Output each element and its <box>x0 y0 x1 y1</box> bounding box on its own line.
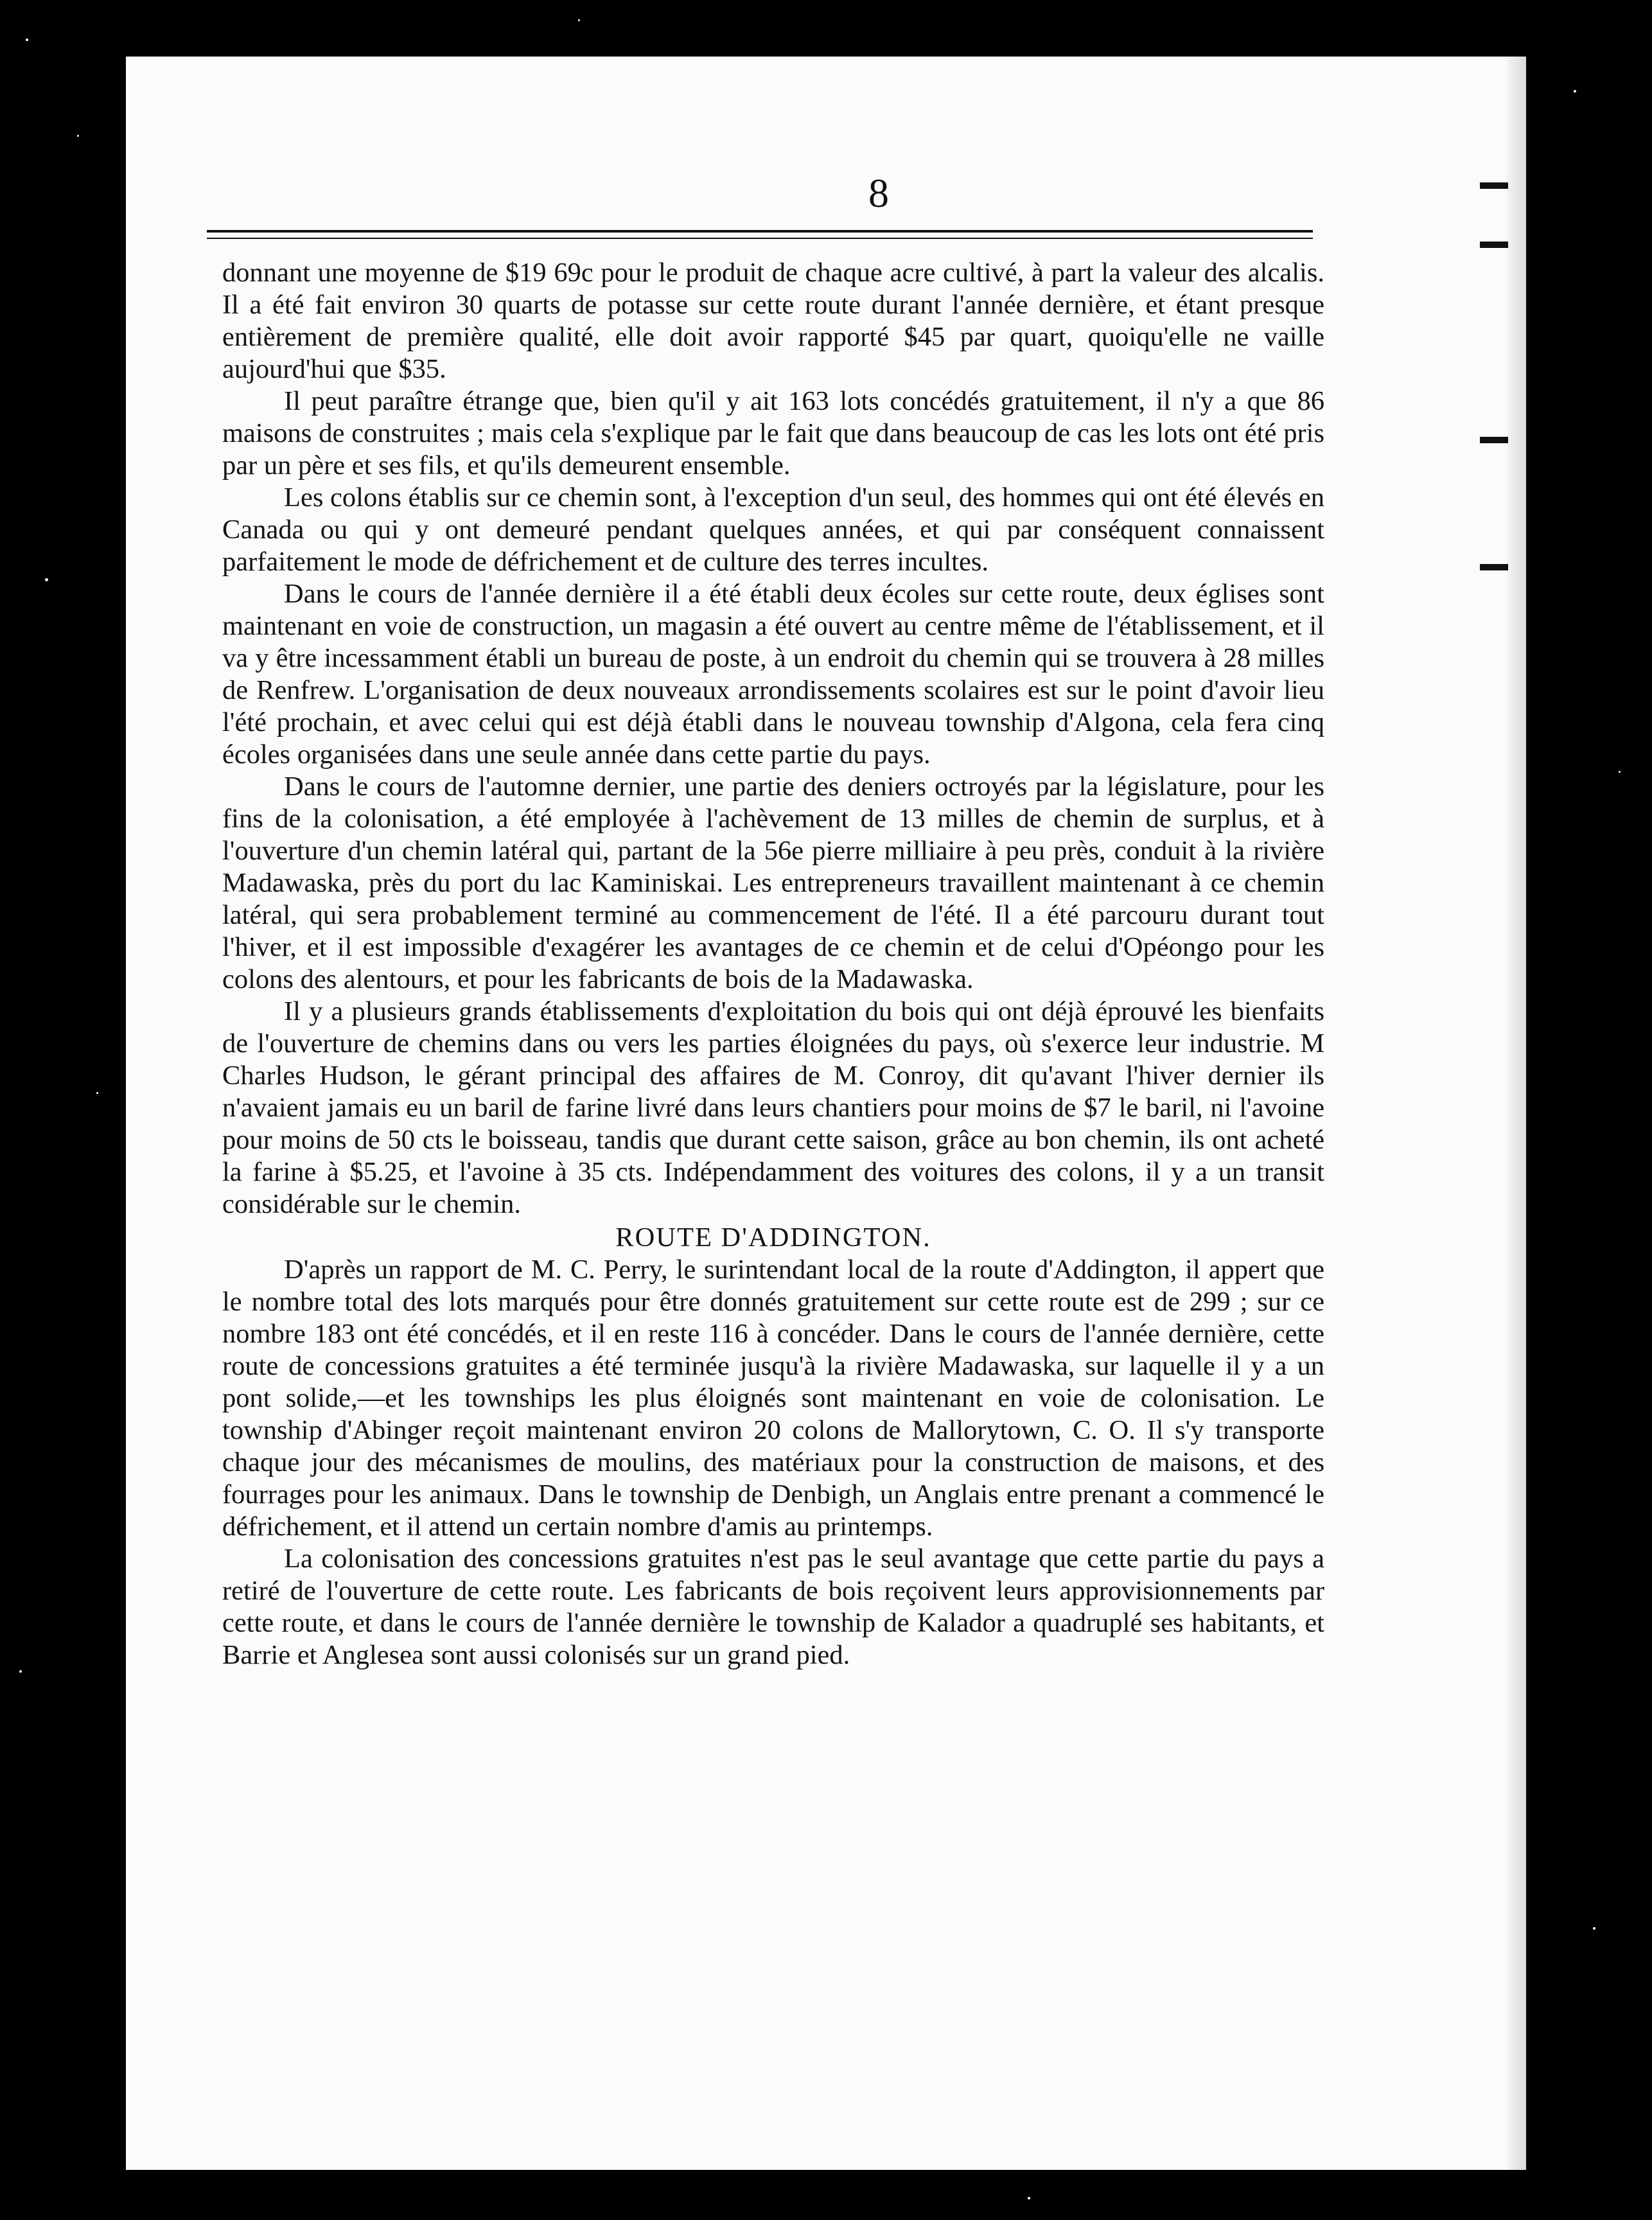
section-heading: ROUTE D'ADDINGTON. <box>615 1222 931 1253</box>
scan-speckle <box>19 1670 22 1673</box>
binding-mark <box>1480 437 1508 443</box>
scan-speckle <box>96 1092 98 1094</box>
paragraphs-before-heading <box>222 257 1324 1220</box>
page-number: 8 <box>868 170 889 216</box>
header-rule-bottom <box>207 238 1313 239</box>
scan-speckle <box>26 39 28 41</box>
page-edge-shadow <box>1507 57 1526 2170</box>
scan-speckle <box>1028 2197 1030 2199</box>
paragraph: La colonisation des concessions gratuites n'est pas le seul avantage que cette partie du pays a retiré de l'ouverture de cette route. Les fabricants de bois reçoivent leurs approvisionnements par cette route, et dans le cours de l'année dernière le township de Kalador a quadruplé ses habitants, et Barrie et Anglesea sont aussi colonisés sur un grand pied. <box>222 1544 1324 1670</box>
scan-speckle <box>1593 1927 1595 1930</box>
scan-speckle <box>578 19 580 21</box>
binding-mark <box>1480 242 1508 248</box>
paragraph: D'après un rapport de M. C. Perry, le surintendant local de la route d'Addington, il appert que le nombre total des lots marqués pour être donnés gratuitement sur cette route est de 299 ; sur ce nombre 183 ont été concédés, et il en reste 116 à concéder. Dans le cours de l'année dernière, cette route de concessions gratuites a été terminée jusqu'à la rivière Madawaska, sur laquelle il y a un pont solide,—et les townships les plus éloignés sont maintenant en voie de colonisation. Le township d'Abinger reçoit maintenant environ 20 colons de Mallorytown, C. O. Il s'y transporte chaque jour des mécanismes de moulins, des matériaux pour la construction de maisons, et des fourrages pour les animaux. Dans le township de Denbigh, un Anglais entre prenant a commencé le défrichement, et il attend un certain nombre d'amis au printemps. <box>222 1255 1324 1542</box>
binding-mark <box>1480 182 1508 189</box>
body-text <box>222 257 1324 1671</box>
paragraph: Dans le cours de l'année dernière il a été établi deux écoles sur cette route, deux églises sont maintenant en voie de construction, un magasin a été ouvert au centre même de l'établissement, et il va y être incessamment établi un bureau de poste, à un endroit du chemin qui se trouvera à 28 milles de Renfrew. L'organisation de deux nouveaux arrondissements scolaires est sur le point d'avoir lieu l'été prochain, et avec celui qui est déjà établi dans le nouveau township d'Algona, cela fera cinq écoles organisées dans une seule année dans cette partie du pays. <box>222 579 1324 770</box>
scan-speckle <box>77 135 79 137</box>
paragraph: Dans le cours de l'automne dernier, une partie des deniers octroyés par la législature, pour les fins de la colonisation, a été employée à l'achèvement de 13 milles de chemin de surplus, et à l'ouverture d'un chemin latéral qui, partant de la 56e pierre milliaire à peu près, conduit à la rivière Madawaska, près du port du lac Kaminiskai. Les entrepreneurs travaillent maintenant à ce chemin latéral, qui sera probablement terminé au commencement de l'été. Il a été parcouru durant tout l'hiver, et il est impossible d'exagérer les avantages de ce chemin et de celui d'Opéongo pour les colons des alentours, et pour les fabricants de bois de la Madawaska. <box>222 771 1324 994</box>
paragraph: Il peut paraître étrange que, bien qu'il y ait 163 lots concédés gratuitement, il n'y a que 86 maisons de construites ; mais cela s'explique par le fait que dans beaucoup de cas les lots ont été pris par un père et ses fils, et qu'ils demeurent ensemble. <box>222 386 1324 480</box>
paragraph: Les colons établis sur ce chemin sont, à l'exception d'un seul, des hommes qui ont été élevés en Canada ou qui y ont demeuré pendant quelques années, et qui par conséquent connaissent parfaitement le mode de défrichement et de culture des terres incultes. <box>222 482 1324 577</box>
scan-speckle <box>1619 771 1621 773</box>
paragraph: donnant une moyenne de $19 69c pour le produit de chaque acre cultivé, à part la valeur des alcalis. Il a été fait environ 30 quarts de potasse sur cette route durant l'année dernière, et étant presque entièrement de première qualité, elle doit avoir rapporté $45 par quart, quoiqu'elle ne vaille aujourd'hui que $35. <box>222 258 1324 384</box>
paragraph: Il y a plusieurs grands établissements d'exploitation du bois qui ont déjà éprouvé les bienfaits de l'ouverture de chemins dans ou vers les parties éloignées du pays, où s'exerce leur industrie. M Charles Hudson, le gérant principal des affaires de M. Conroy, dit qu'avant l'hiver dernier ils n'avaient jamais eu un baril de farine livré dans leurs chantiers pour moins de $7 le baril, ni l'avoine pour moins de 50 cts le boisseau, tandis que durant cette saison, grâce au bon chemin, ils ont acheté la farine à $5.25, et l'avoine à 35 cts. Indépendamment des voitures des colons, il y a un transit considérable sur le chemin. <box>222 996 1324 1219</box>
binding-mark <box>1480 564 1508 570</box>
header-rule-top <box>207 230 1313 233</box>
scan-speckle <box>45 578 48 581</box>
paragraphs-after-heading <box>222 1254 1324 1671</box>
scan-speckle <box>1574 90 1576 92</box>
document-page <box>126 57 1526 2170</box>
